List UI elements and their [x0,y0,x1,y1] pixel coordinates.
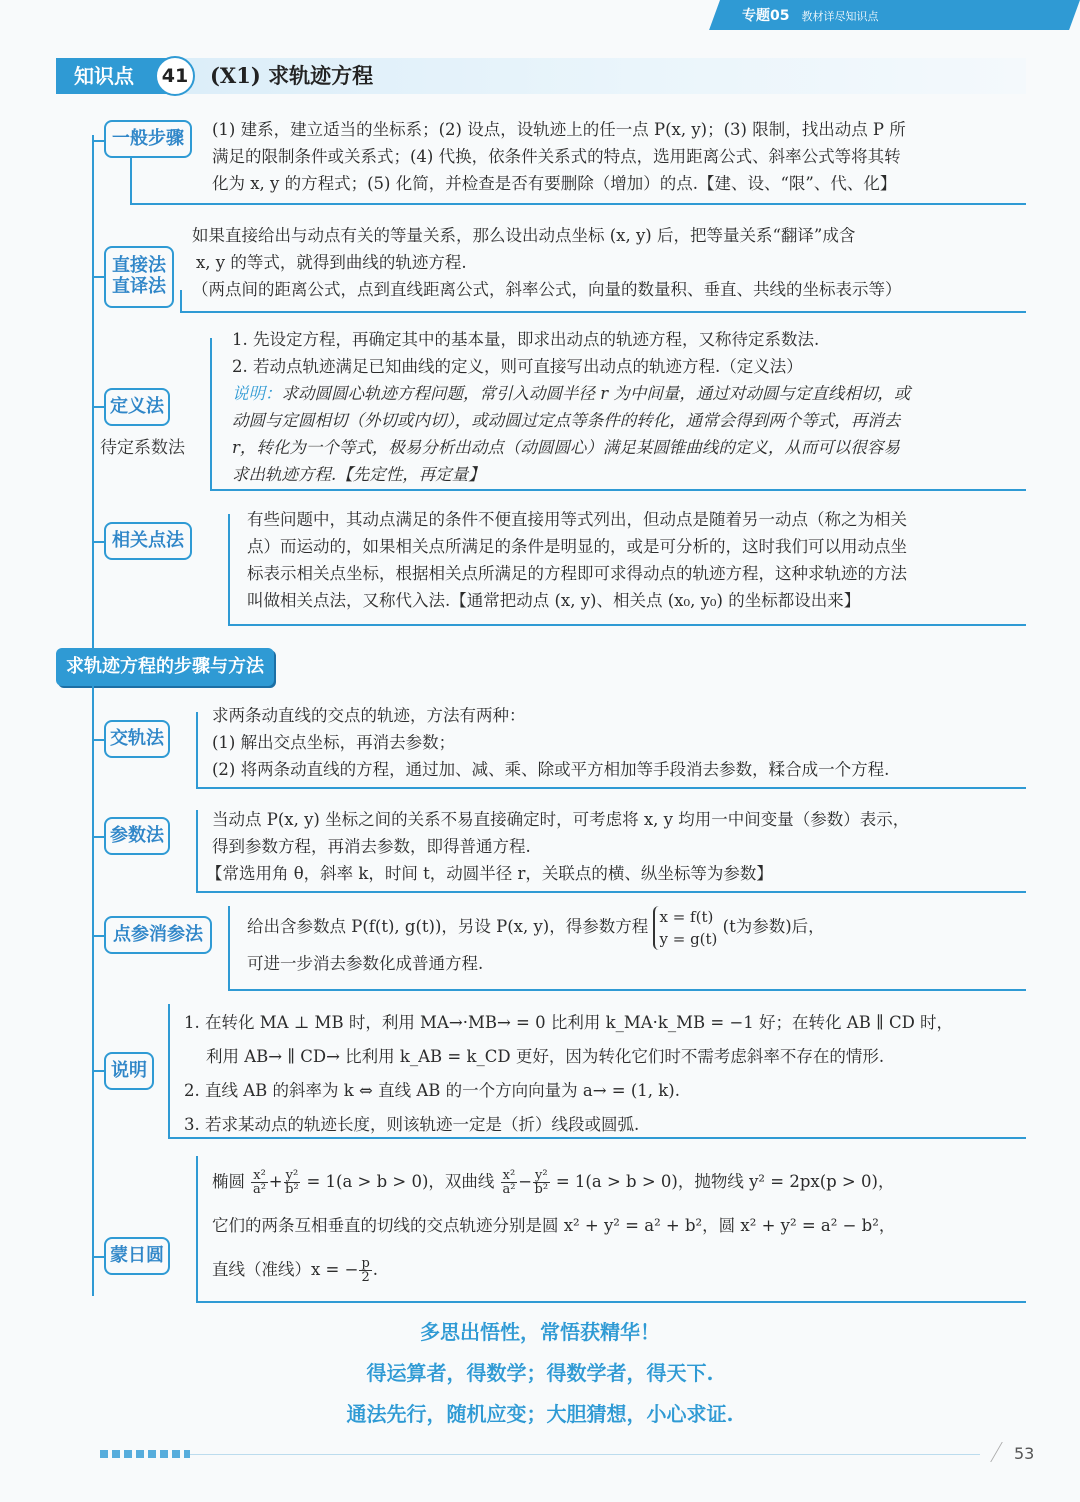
bracket-parameter [196,810,198,892]
text-line: 可进一步消去参数化成普通方程. [247,954,484,973]
text-line: 当动点 P(x, y) 坐标之间的关系不易直接确定时，可考虑将 x, y 均用一中间变量（参数）表示， [212,810,910,829]
eq-y: y = g(t) [659,929,718,948]
knowledge-number: 41 [155,56,195,96]
label-related-point-method: 相关点法 [104,522,192,560]
bracket-direct [180,290,182,312]
text-line: (t为参数)后， [722,917,825,936]
frac-num: y² [535,1168,548,1183]
underline-explain [168,1137,1026,1139]
related-point-text [247,506,907,614]
bracket-intersection [196,712,198,788]
period: . [372,1260,379,1279]
text-line: （两点间的距离公式，点到直线距离公式，斜率公式，向量的数量积、垂直、共线的坐标表示等） [192,280,902,299]
tree-connector [92,600,94,648]
parametric-system [653,906,717,950]
bracket-related [228,514,230,626]
underline-monge [196,1301,1026,1303]
underline-definition [210,489,1026,491]
frac-den: a² [253,1182,266,1197]
monge-text [212,1160,895,1292]
underline-direct [180,311,1026,313]
text-line: 标表示相关点坐标，根据相关点所满足的方程即可求得动点的轨迹方程，这种求轨迹的方法 [247,564,907,583]
text-line: 给出含参数点 P(f(t), g(t))，另设 P(x, y)，得参数方程 [247,917,649,936]
motto-line-1: 多思出悟性，常悟获精华！ [420,1320,660,1344]
text-line: (1) 建系，建立适当的坐标系；(2) 设点，设轨迹上的任一点 P(x, y)；(3) 限制，找出动点 P 所 [212,120,906,139]
text-line: 满足的限制条件或关系式；(4) 代换，依条件关系式的特点，选用距离公式、斜率公式等将其转 [212,147,901,166]
label-undetermined-coefficient: 待定系数法 [100,438,185,458]
motto-line-3: 通法先行，随机应变；大胆猜想，小心求证. [346,1402,734,1426]
bracket-definition [210,338,212,490]
text-line: 2. 直线 AB 的斜率为 k ⇔ 直线 AB 的一个方向向量为 a→ = (1, k). [184,1081,680,1100]
underline-related [228,624,1026,626]
topic-subtitle: 教材详尽知识点 [801,10,879,23]
plus-sign: + [268,1172,283,1191]
text-line: 求出轨迹方程.【先定性，再定量】 [232,465,485,484]
label-definition-method: 定义法 [104,388,170,426]
general-steps-text [212,116,906,197]
fraction-y2-b2-hyperbola [533,1169,550,1196]
topic-label: 专题05 [742,8,790,24]
text-line: 直线（准线）x = − [212,1260,359,1279]
text-line: 它们的两条互相垂直的切线的交点轨迹分别是圆 x² + y² = a² + b²，圆 x² + y² = a² − b²， [212,1216,896,1235]
text-line: = 1(a > b > 0)，抛物线 y² = 2px(p > 0)， [555,1172,895,1191]
section-title: 求轨迹方程的步骤与方法 [56,648,274,686]
text-line: 如果直接给出与动点有关的等量关系，那么设出动点坐标 (x, y) 后，把等量关系“翻译”成含 [192,226,856,245]
tree-trunk-upper [92,135,94,645]
text-line: 动圆与定圆相切（外切或内切），或动圆过定点等条件的转化，通常会得到两个等式，再消去 [232,411,901,430]
footer-line [190,1454,980,1455]
text-line: 3. 若求某动点的轨迹长度，则该轨迹一定是（折）线段或圆弧. [184,1115,640,1134]
text-line: 得到参数方程，再消去参数，即得普通方程. [212,837,531,856]
parameter-text [206,806,910,887]
label-direct-1: 直接法 [112,255,166,277]
text-line: r，转化为一个等式，极易分析出动点（动圆圆心）满足某圆锥曲线的定义，从而可以很容易 [232,438,900,457]
text-line: = 1(a > b > 0)，双曲线 [306,1172,495,1191]
bracket-general [130,158,132,204]
frac-num: x² [502,1168,516,1183]
text-line: 有些问题中，其动点满足的条件不便直接用等式列出，但动点是随着另一动点（称之为相关 [247,510,907,529]
page-number: 53 [1014,1444,1035,1463]
note-label: 说明： [232,384,282,403]
page-slash [990,1442,1003,1462]
text-line: 利用 AB→ ∥ CD→ 比利用 k_AB = k_CD 更好，因为转化它们时不需考虑斜率不存在的情形. [206,1047,885,1066]
text-line: (2) 将两条动直线的方程，通过加、减、乘、除或平方相加等手段消去参数，糅合成一个方程. [212,760,890,779]
underline-point-param [228,989,1026,991]
direct-method-text [192,222,902,303]
tree-trunk-lower [92,686,94,1296]
eq-x: x = f(t) [659,907,714,926]
definition-method-text [232,326,910,488]
fraction-x2-a2 [251,1169,268,1196]
text-line: 求两条动直线的交点的轨迹，方法有两种： [212,706,526,725]
label-intersection-method: 交轨法 [104,720,170,758]
page-title: (X1) 求轨迹方程 [210,63,374,88]
bracket-explain [168,1004,170,1138]
text-line: 叫做相关点法，又称代入法.【通常把动点 (x, y)、相关点 (x₀, y₀) 的坐标都设出来】 [247,591,861,610]
frac-den: a² [502,1182,516,1197]
text-line: 【常选用角 θ，斜率 k，时间 t，动圆半径 r，关联点的横、纵坐标等为参数】 [206,864,773,883]
text-line: 1. 先设定方程，再确定其中的基本量，即求出动点的轨迹方程，又称待定系数法. [232,330,820,349]
motto-line-2: 得运算者，得数学；得数学者，得天下. [366,1361,714,1385]
frac-num: p [361,1256,370,1271]
frac-num: y² [285,1168,299,1183]
fraction-x2-a2-hyperbola [501,1169,518,1196]
label-parameter-method: 参数法 [104,817,170,855]
minus-sign: − [518,1172,533,1191]
bracket-point-param [228,906,230,990]
label-explain: 说明 [104,1052,154,1090]
underline-intersection [196,787,1026,789]
intersection-text [212,702,889,783]
knowledge-tag: 知识点 [56,58,168,94]
label-direct-method [104,246,174,308]
frac-den: b² [285,1182,299,1197]
label-monge-circle: 蒙日圆 [104,1237,170,1275]
frac-den: 2 [361,1270,370,1285]
point-param-text [247,904,825,977]
top-banner-text [742,5,878,25]
text-line: 化为 x, y 的方程式；(5) 化简，并检查是否有要删除（增加）的点.【建、设、“限”、代、化】 [212,174,897,193]
bracket-monge [196,1156,198,1302]
footer-decoration [100,1450,190,1458]
header-bar [56,58,1026,94]
frac-den: b² [534,1182,549,1197]
underline-general [130,203,1026,205]
explain-text [184,1006,953,1142]
label-direct-2: 直译法 [112,276,166,297]
text-line: 椭圆 [212,1172,245,1191]
text-line: 1. 在转化 MA ⊥ MB 时，利用 MA→·MB→ = 0 比利用 k_MA·k_MB = −1 好；在转化 AB ∥ CD 时， [184,1013,954,1032]
text-line: (1) 解出交点坐标，再消去参数； [212,733,456,752]
label-general-steps: 一般步骤 [104,120,192,158]
text-line: x, y 的等式，就得到曲线的轨迹方程. [196,253,467,272]
underline-parameter [196,891,1026,893]
text-line: 求动圆圆心轨迹方程问题，常引入动圆半径 r 为中间量，通过对动圆与定直线相切，或 [281,384,911,403]
frac-num: x² [253,1168,266,1183]
label-point-param-method: 点参消参法 [104,916,212,954]
fraction-y2-b2 [284,1169,301,1196]
text-line: 点）而运动的，如果相关点所满足的条件是明显的，或是可分析的，这时我们可以用动点坐 [247,537,907,556]
fraction-p-2 [359,1257,371,1284]
text-line: 2. 若动点轨迹满足已知曲线的定义，则可直接写出动点的轨迹方程.（定义法） [232,357,803,376]
